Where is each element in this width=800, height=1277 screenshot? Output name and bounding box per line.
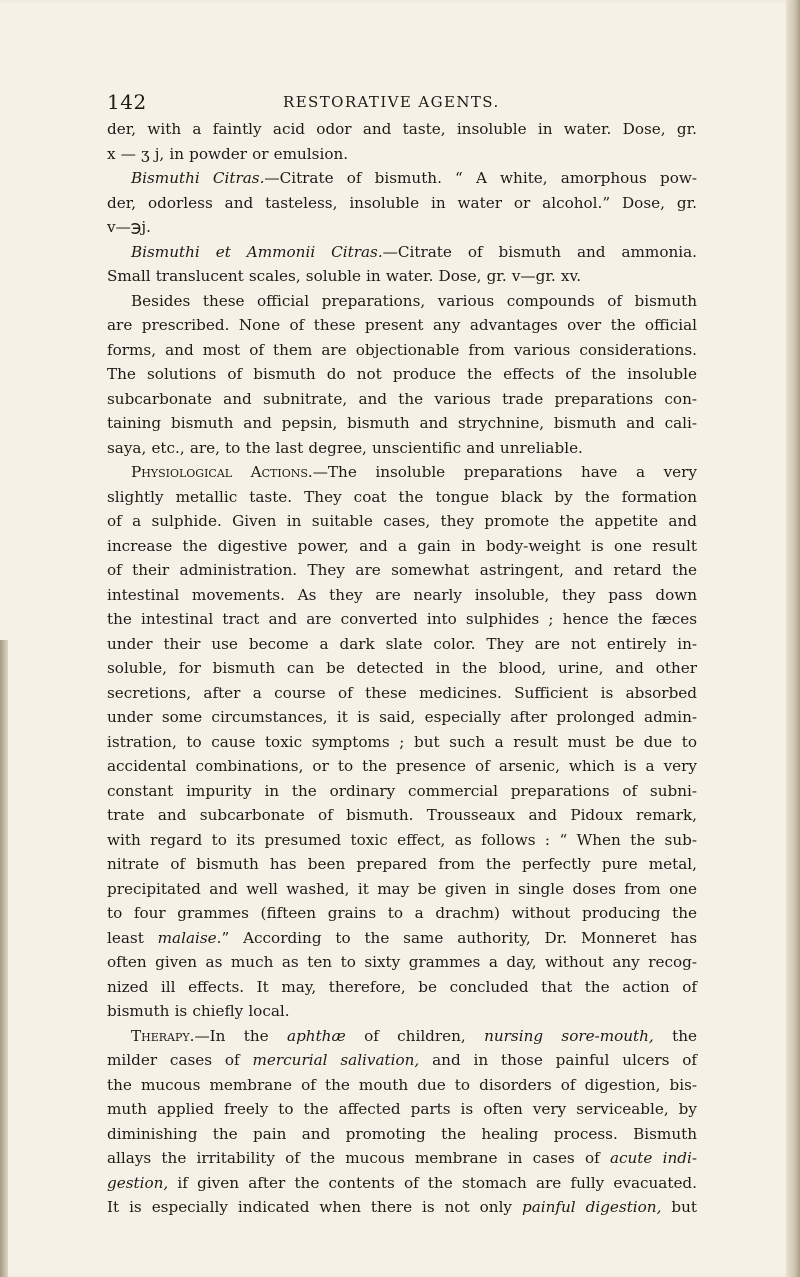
text-line: are prescribed. None of these present any advantages over the official xyxy=(107,316,697,334)
text-line: soluble, for bismuth can be detected in the blood, urine, and other xyxy=(107,659,697,677)
text-line: nized ill effects. It may, therefore, be concluded that the action of xyxy=(107,977,697,996)
text-run: the xyxy=(653,1026,697,1045)
text-run: —The insoluble preparations have a very xyxy=(312,463,697,481)
text-line: saya, etc., are, to the last degree, unscientific and unreliable. xyxy=(107,438,583,457)
text-line: under some circumstances, it is said, especially after prolonged admin- xyxy=(107,708,697,726)
text-line: the intestinal tract and are converted into sulphides ; hence the fæces xyxy=(107,610,697,628)
text-line: x — ʒ j, in powder or emulsion. xyxy=(107,144,349,163)
text-line: of their administration. They are somewhat astringent, and retard the xyxy=(107,561,697,579)
body-text xyxy=(107,117,697,1220)
section-heading: Therapy. xyxy=(131,1026,195,1045)
page-right-edge-shadow xyxy=(786,0,800,1277)
text-line: the mucous membrane of the mouth due to disorders of digestion, bis- xyxy=(107,1075,697,1094)
text-line xyxy=(107,460,697,485)
text-line: nitrate of bismuth has been prepared from the perfectly pure metal, xyxy=(107,855,697,873)
term-italic: gestion, xyxy=(107,1173,169,1192)
term-italic: Bismuthi et Ammonii Citras. xyxy=(131,242,383,261)
text-line: diminishing the pain and promoting the healing process. Bismuth xyxy=(107,1124,697,1143)
term-italic: painful digestion, xyxy=(521,1198,662,1216)
text-run: milder cases of xyxy=(107,1051,253,1069)
text-run: —Citrate of bismuth. “ A white, amorphous pow- xyxy=(264,169,697,187)
text-run: if given after the contents of the stomach are fully evacuated. xyxy=(168,1173,697,1192)
text-line: Besides these official preparations, various compounds of bismuth xyxy=(131,291,697,310)
text-line: of a sulphide. Given in suitable cases, they promote the appetite and xyxy=(107,512,697,530)
text-line: to four grammes (fifteen grains to a drachm) without producing the xyxy=(107,904,697,922)
text-run: allays the irritability of the mucous membrane in cases of xyxy=(107,1149,610,1167)
page-number: 142 xyxy=(107,90,147,114)
text-line: under their use become a dark slate color. They are not entirely in- xyxy=(107,634,697,653)
term-italic: acute indi- xyxy=(609,1149,697,1167)
text-line: subcarbonate and subnitrate, and the various trade preparations con- xyxy=(107,389,697,408)
text-line: trate and subcarbonate of bismuth. Trousseaux and Pidoux remark, xyxy=(107,806,697,824)
text-line: Small translucent scales, soluble in water. Dose, gr. v—gr. xv. xyxy=(107,267,582,285)
text-run: It is especially indicated when there is not only xyxy=(107,1198,522,1216)
text-line: intestinal movements. As they are nearly insoluble, they pass down xyxy=(107,585,697,604)
text-line xyxy=(107,1024,697,1049)
term-italic: Bismuthi Citras. xyxy=(131,169,265,187)
text-line: constant impurity in the ordinary commercial preparations of subni- xyxy=(107,781,697,800)
text-line xyxy=(107,926,697,951)
text-line: forms, and most of them are objectionable from various considerations. xyxy=(107,340,697,359)
text-line: der, with a faintly acid odor and taste, insoluble in water. Dose, gr. xyxy=(107,120,697,138)
text-line xyxy=(107,166,697,191)
text-line xyxy=(107,1171,697,1196)
text-line: often given as much as ten to sixty grammes a day, without any recog- xyxy=(107,953,697,971)
text-line: precipitated and well washed, it may be given in single doses from one xyxy=(107,879,697,898)
text-run: but xyxy=(661,1198,697,1216)
text-line: increase the digestive power, and a gain in body-weight is one result xyxy=(107,536,697,555)
text-run: least xyxy=(107,928,158,947)
text-line xyxy=(107,1195,697,1220)
term-italic: nursing sore-mouth, xyxy=(484,1026,654,1045)
text-line: muth applied freely to the affected parts is often very serviceable, by xyxy=(107,1100,697,1118)
text-run: —Citrate of bismuth and ammonia. xyxy=(382,242,697,261)
text-line: secretions, after a course of these medicines. Sufficient is absorbed xyxy=(107,683,697,702)
page-header xyxy=(107,90,697,112)
text-line xyxy=(107,240,697,265)
running-head: RESTORATIVE AGENTS. xyxy=(283,93,500,111)
term-italic: aphthæ xyxy=(287,1026,346,1045)
text-line: with regard to its presumed toxic effect, as follows : “ When the sub- xyxy=(107,830,697,849)
term-italic: mercurial salivation, xyxy=(252,1051,420,1069)
text-line: der, odorless and tasteless, insoluble in water or alcohol.” Dose, gr. xyxy=(107,193,697,212)
text-line: v—℈j. xyxy=(107,218,151,236)
text-line xyxy=(107,1146,697,1171)
text-line: slightly metallic taste. They coat the tongue black by the formation xyxy=(107,487,697,506)
text-line: accidental combinations, or to the presence of arsenic, which is a very xyxy=(107,757,697,775)
text-line: The solutions of bismuth do not produce the effects of the insoluble xyxy=(107,365,697,383)
text-run: —In the xyxy=(194,1026,288,1045)
section-heading: Physiological Actions. xyxy=(131,463,313,481)
text-line xyxy=(107,1048,697,1073)
text-run: of children, xyxy=(345,1026,485,1045)
text-run: and in those painful ulcers of xyxy=(419,1051,697,1069)
text-line: taining bismuth and pepsin, bismuth and strychnine, bismuth and cali- xyxy=(107,414,697,432)
text-line: istration, to cause toxic symptoms ; but such a result must be due to xyxy=(107,732,697,751)
text-line: bismuth is chiefly local. xyxy=(107,1002,290,1020)
term-italic: malaise. xyxy=(157,928,222,947)
text-run: ” According to the same authority, Dr. Monneret has xyxy=(221,928,697,947)
page-left-edge-shadow xyxy=(0,640,8,1277)
